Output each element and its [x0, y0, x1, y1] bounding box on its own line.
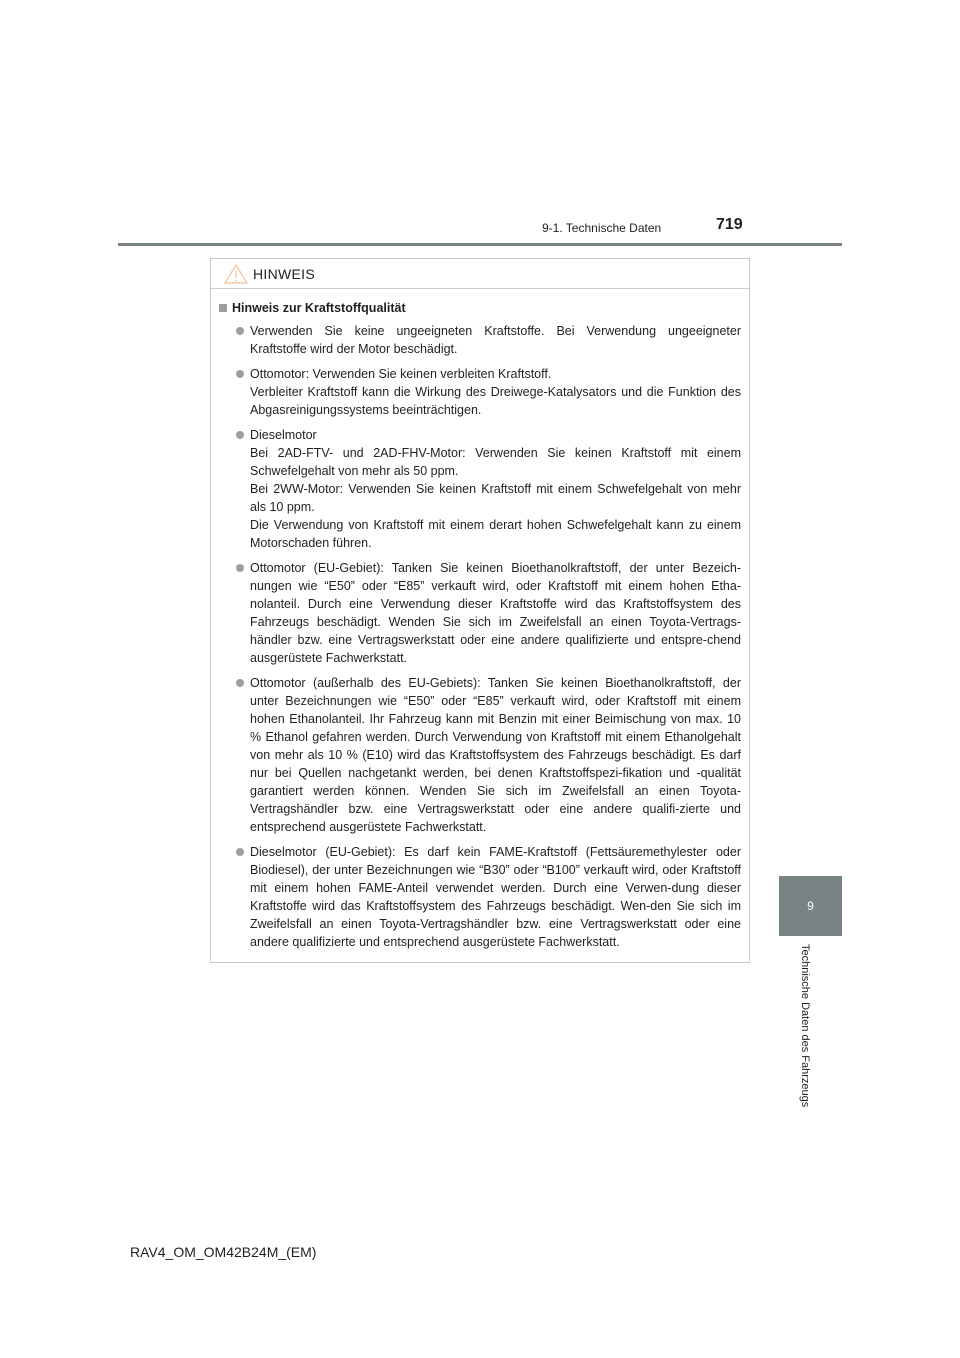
section-heading [219, 301, 741, 315]
list-item-text: Verbleiter Kraftstoff kann die Wirkung des Dreiwege-Katalysators und die Funktion des Abgasreinigungssystems beeinträchtigen. [250, 385, 741, 417]
header-section-title: 9-1. Technische Daten [542, 221, 662, 235]
chapter-tab [779, 876, 842, 936]
round-bullet-icon [236, 848, 244, 856]
chapter-tab-number: 9 [807, 899, 814, 913]
notice-body [211, 289, 749, 951]
list-item [219, 365, 741, 419]
list-item-text: Ottomotor (EU-Gebiet): Tanken Sie keinen Bioethanolkraftstoff, der unter Bezeich-nungen wie “E50” oder “E85” verkauft wird, oder Kraftstoff mit einem hohen Etha-nolanteil. Durch eine Verwendung dieser Kraftstoffe wird das Kraftstoffsystem des Fahrzeugs beschädigt. Wenden Sie sich im Zweifelsfall an einen Toyota-Vertrags-händler bzw. eine Vertragswerkstatt oder eine andere qualifizierte und entspre-chend ausgerüstete Fachwerkstatt. [250, 561, 741, 665]
list-item [219, 843, 741, 951]
round-bullet-icon [236, 679, 244, 687]
notice-header [211, 259, 749, 289]
header-rule [118, 243, 842, 246]
section-heading-text: Hinweis zur Kraftstoffqualität [232, 301, 406, 315]
list-item-text: Bei 2WW-Motor: Verwenden Sie keinen Kraftstoff mit einem Schwefelgehalt von mehr als 10 ppm. [250, 482, 741, 514]
list-item-text: Ottomotor (außerhalb des EU-Gebiets): Tanken Sie keinen Bioethanolkraftstoff, der unter Bezeichnungen wie “E50” oder “E85” verkauft wird, oder Kraftstoff mit einem hohen Ethanolanteil. Ihr Fahrzeug kann mit Benzin mit einer Beimischung von max. 10 % Ethanol gefahren werden. Durch Verwendung von Kraftstoff mit einem Ethanolgehalt von mehr als 10 % (E10) wird das Kraftstoffsystem des Fahrzeugs beschädigt. Es darf nur bei Quellen nachgetankt werden, bei denen Kraftstoffspezi-fikation und -qualität garantiert werden können. Wenden Sie sich im Zweifelsfall an einen Toyota-Vertragshändler bzw. eine Vertragswerkstatt oder eine andere qualifi-zierte und entsprechend ausgerüstete Fachwerkstatt. [250, 676, 741, 834]
notice-title: HINWEIS [253, 265, 315, 282]
list-item [219, 426, 741, 552]
list-item [219, 322, 741, 358]
round-bullet-icon [236, 564, 244, 572]
warning-triangle-icon [224, 264, 248, 284]
notice-items [219, 322, 741, 951]
footer-document-code: RAV4_OM_OM42B24M_(EM) [130, 1244, 317, 1260]
list-item [219, 559, 741, 667]
round-bullet-icon [236, 370, 244, 378]
notice-box [210, 258, 750, 963]
round-bullet-icon [236, 327, 244, 335]
page-number: 719 [716, 216, 743, 233]
square-bullet-icon [219, 304, 227, 312]
list-item-text: Ottomotor: Verwenden Sie keinen verbleiten Kraftstoff. [250, 367, 552, 381]
list-item [219, 674, 741, 836]
list-item-text: Verwenden Sie keine ungeeigneten Kraftstoffe. Bei Verwendung ungeeigneter Kraftstoffe wird der Motor beschädigt. [250, 324, 741, 356]
round-bullet-icon [236, 431, 244, 439]
list-item-text: Dieselmotor [250, 428, 317, 442]
list-item-text: Bei 2AD-FTV- und 2AD-FHV-Motor: Verwenden Sie keinen Kraftstoff mit einem Schwefelgehalt von mehr als 50 ppm. [250, 446, 741, 478]
list-item-text: Dieselmotor (EU-Gebiet): Es darf kein FAME-Kraftstoff (Fettsäuremethylester oder Biodiesel), der unter Bezeichnungen wie “B30” oder “B100” verkauft wird, oder Kraftstoff mit einem hohen FAME-Anteil verwendet werden. Durch eine Verwen-dung dieser Kraftstoffe wird das Kraftstoffsystem des Fahrzeugs beschädigt. Wen-den Sie sich im Zweifelsfall an einen Toyota-Vertragshändler bzw. eine Vertragswerkstatt oder eine andere qualifizierte und entsprechend ausgerüstete Fachwerkstatt. [250, 845, 741, 949]
list-item-text: Die Verwendung von Kraftstoff mit einem derart hohen Schwefelgehalt kann zu einem Motorschaden führen. [250, 518, 741, 550]
chapter-side-label: Technische Daten des Fahrzeugs [799, 944, 811, 1108]
